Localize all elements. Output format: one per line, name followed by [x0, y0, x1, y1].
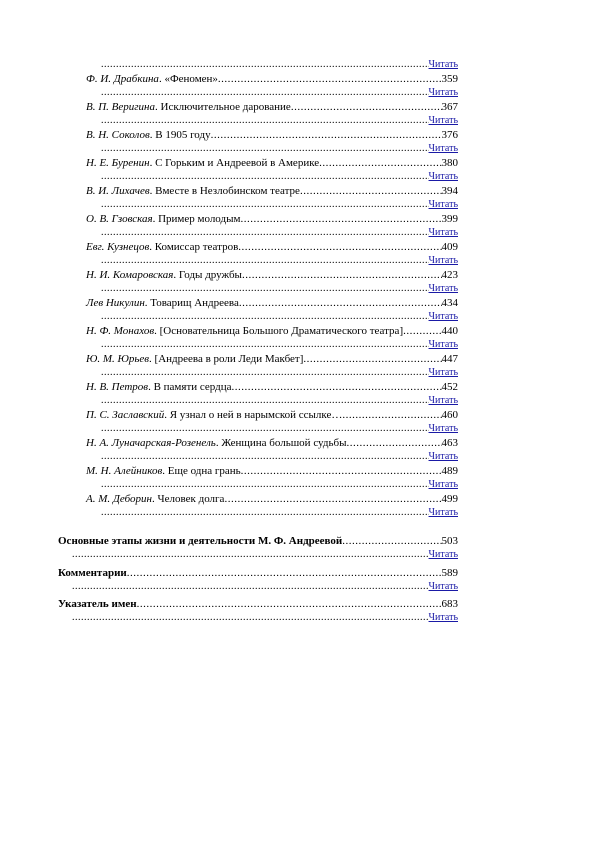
leader-dots [101, 170, 429, 184]
read-link[interactable]: Читать [428, 311, 458, 322]
toc-entry [86, 492, 458, 506]
toc-entry [86, 156, 458, 170]
entry-separator: . [148, 381, 154, 393]
entry-page: 376 [441, 129, 458, 141]
read-link[interactable]: Читать [428, 367, 458, 378]
entry-separator: . [144, 297, 151, 309]
entry-page: 359 [441, 73, 458, 85]
read-link[interactable]: Читать [428, 451, 458, 462]
leader-dots [241, 464, 442, 478]
read-row [101, 338, 458, 352]
leader-dots [72, 611, 429, 625]
leader-dots [319, 156, 441, 170]
read-row [72, 580, 458, 594]
toc-entry [86, 296, 458, 310]
read-link[interactable]: Читать [428, 59, 458, 70]
entry-title: С Горьким и Андреевой в Америке [155, 157, 320, 169]
entry-author: В. И. Лихачев [86, 185, 150, 197]
read-link[interactable]: Читать [428, 423, 458, 434]
leader-dots [238, 240, 441, 254]
leader-dots [101, 506, 429, 520]
entry-title: Женщина большой судьбы [221, 437, 347, 449]
toc-entry [86, 464, 458, 478]
toc-entry [86, 184, 458, 198]
leader-dots [224, 492, 441, 506]
entry-author: В. Н. Соколов [86, 129, 150, 141]
toc-section [58, 534, 458, 548]
read-link[interactable]: Читать [428, 549, 458, 560]
entry-author: Ф. И. Драбкина [86, 73, 159, 85]
entry-page: 434 [441, 297, 458, 309]
entry-author: А. М. Деборин [86, 493, 152, 505]
read-row [101, 254, 458, 268]
entry-separator: . [154, 325, 160, 337]
entry-author: М. Н. Алейников [86, 465, 163, 477]
read-row [101, 198, 458, 212]
entry-separator: . [149, 129, 156, 141]
toc-entry [86, 436, 458, 450]
entry-page: 399 [441, 213, 458, 225]
leader-dots [101, 478, 429, 492]
read-row [101, 366, 458, 380]
read-link[interactable]: Читать [428, 479, 458, 490]
read-link[interactable]: Читать [428, 507, 458, 518]
toc-entry [86, 324, 458, 338]
toc-entry [86, 352, 458, 366]
leader-dots [72, 548, 429, 562]
entry-title: В памяти сердца [153, 381, 232, 393]
entry-page: 423 [441, 269, 458, 281]
entry-page: 452 [441, 381, 458, 393]
entry-page: 394 [441, 185, 458, 197]
entry-author: Евг. Кузнецов [86, 241, 150, 253]
toc-section [58, 597, 458, 611]
entry-title: [Андреева в роли Леди Макбет] [154, 353, 304, 365]
entry-separator: . [152, 213, 159, 225]
toc-entry [86, 212, 458, 226]
read-row [72, 611, 458, 625]
entry-author: Лев Никулин [86, 297, 145, 309]
entry-page: 463 [441, 437, 458, 449]
read-row [101, 282, 458, 296]
entry-separator: . [162, 465, 168, 477]
leader-dots [101, 58, 429, 72]
read-link[interactable]: Читать [428, 227, 458, 238]
leader-dots [300, 184, 442, 198]
entry-separator: . [149, 185, 156, 197]
leader-dots [101, 142, 429, 156]
entry-page: 447 [441, 353, 458, 365]
leader-dots [218, 72, 442, 86]
read-row [101, 142, 458, 156]
read-row [72, 548, 458, 562]
leader-dots [101, 366, 429, 380]
toc-entry [86, 100, 458, 114]
read-link[interactable]: Читать [428, 612, 458, 623]
leader-dots [240, 212, 441, 226]
toc-entry [86, 128, 458, 142]
entry-title: Исключительное дарование [160, 101, 291, 113]
entry-title: Комиссар театров [154, 241, 239, 253]
entry-title: Я узнал о ней в нарымской ссылке… [169, 409, 343, 421]
leader-dots [242, 268, 442, 282]
entry-separator: . [215, 437, 222, 449]
toc-entry [86, 408, 458, 422]
leader-dots [303, 352, 441, 366]
leader-dots [101, 394, 429, 408]
section-page: 503 [441, 535, 458, 547]
read-row [101, 422, 458, 436]
section-title: Комментарии [58, 567, 127, 579]
leader-dots [101, 282, 429, 296]
section-title: Основные этапы жизни и деятельности М. Ф. Андреевой [58, 535, 343, 547]
read-row [101, 170, 458, 184]
read-link[interactable]: Читать [428, 255, 458, 266]
toc-entry [86, 72, 458, 86]
leader-dots [101, 86, 429, 100]
read-row [101, 450, 458, 464]
section-page: 589 [441, 567, 458, 579]
leader-dots [101, 198, 429, 212]
leader-dots [101, 310, 429, 324]
read-link[interactable]: Читать [428, 199, 458, 210]
entry-separator: . [164, 409, 170, 421]
entry-separator: . [158, 73, 165, 85]
leader-dots [127, 566, 442, 580]
entry-title: «Феномен» [164, 73, 218, 85]
entry-page: 409 [441, 241, 458, 253]
entry-title: Человек долга [157, 493, 225, 505]
section-page: 683 [441, 598, 458, 610]
entry-title: Товарищ Андреева [150, 297, 239, 309]
entry-title: Вместе в Незлобинском театре [155, 185, 300, 197]
leader-dots [232, 380, 442, 394]
entry-page: 380 [441, 157, 458, 169]
entry-author: Н. А. Луначарская-Розенель [86, 437, 216, 449]
entry-author: О. В. Гзовская [86, 213, 153, 225]
entry-separator: . [149, 241, 155, 253]
entry-page: 499 [441, 493, 458, 505]
entry-page: 489 [441, 465, 458, 477]
read-row [101, 478, 458, 492]
entry-page: 367 [441, 101, 458, 113]
leader-dots [101, 226, 429, 240]
toc-entry [86, 268, 458, 282]
entry-separator: . [149, 353, 155, 365]
read-link[interactable]: Читать [428, 339, 458, 350]
toc-section [58, 566, 458, 580]
entry-page: 440 [441, 325, 458, 337]
entry-author: П. С. Заславский [86, 409, 165, 421]
read-link[interactable]: Читать [428, 115, 458, 126]
entry-page: 460 [441, 409, 458, 421]
read-link[interactable]: Читать [428, 143, 458, 154]
entry-author: Н. Ф. Монахов [86, 325, 155, 337]
read-link[interactable]: Читать [428, 87, 458, 98]
entry-author: В. П. Веригина [86, 101, 156, 113]
leader-dots [101, 114, 429, 128]
entry-author: Н. Е. Буренин [86, 157, 150, 169]
entry-author: Ю. М. Юрьев [86, 353, 150, 365]
toc-entry [86, 240, 458, 254]
leader-dots [101, 422, 429, 436]
entry-separator: . [173, 269, 179, 281]
leader-dots [342, 534, 441, 548]
leader-dots [101, 254, 429, 268]
read-row [101, 394, 458, 408]
leader-dots [403, 324, 441, 338]
entry-separator: . [149, 157, 156, 169]
leader-dots [211, 128, 442, 142]
read-row [101, 506, 458, 520]
leader-dots [342, 408, 441, 422]
entry-title: Еще одна грань [167, 465, 241, 477]
entry-title: Пример молодым [158, 213, 241, 225]
leader-dots [137, 597, 442, 611]
leader-dots [101, 338, 429, 352]
read-row [101, 58, 458, 72]
entry-author: Н. И. Комаровская [86, 269, 174, 281]
section-title: Указатель имен [58, 598, 137, 610]
read-row [101, 310, 458, 324]
leader-dots [346, 436, 441, 450]
entry-title: Годы дружбы [178, 269, 242, 281]
entry-author: Н. В. Петров [86, 381, 149, 393]
read-link[interactable]: Читать [428, 581, 458, 592]
toc-entry [86, 380, 458, 394]
entry-separator: . [151, 493, 158, 505]
leader-dots [72, 580, 429, 594]
entry-title: В 1905 году [155, 129, 211, 141]
entry-separator: . [155, 101, 161, 113]
leader-dots [101, 450, 429, 464]
read-row [101, 86, 458, 100]
leader-dots [239, 296, 442, 310]
read-row [101, 226, 458, 240]
read-link[interactable]: Читать [428, 283, 458, 294]
read-row [101, 114, 458, 128]
leader-dots [291, 100, 442, 114]
read-link[interactable]: Читать [428, 171, 458, 182]
entry-title: [Основательница Большого Драматического театра] [159, 325, 404, 337]
read-link[interactable]: Читать [428, 395, 458, 406]
